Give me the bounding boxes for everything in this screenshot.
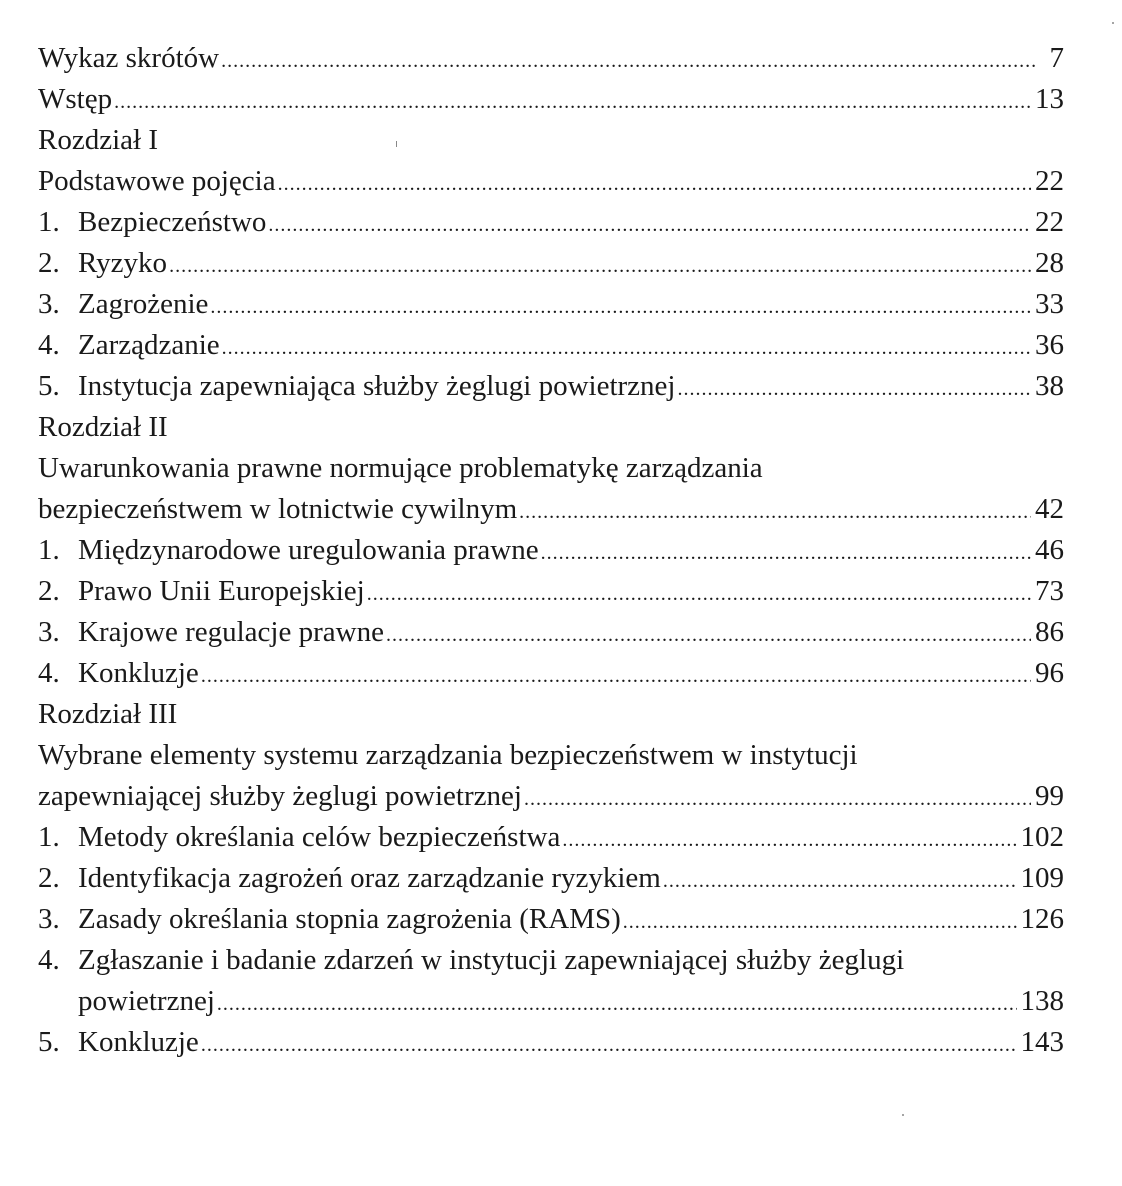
- toc-entry-first-line[interactable]: [38, 940, 1064, 981]
- dot-leader: [386, 615, 1031, 656]
- chapter-heading: [38, 407, 1064, 448]
- scan-speck: [396, 141, 397, 147]
- toc-entry-number: 4.: [38, 657, 60, 689]
- toc-entry-title: [38, 899, 621, 940]
- dot-leader: [524, 779, 1031, 820]
- toc-entry-number: 1.: [38, 206, 60, 238]
- toc-entry-number: 1.: [38, 821, 60, 853]
- toc-entry-label: Instytucja zapewniająca służby żeglugi powietrznej: [78, 370, 676, 402]
- toc-entry-number: 2.: [38, 862, 60, 894]
- toc-entry-page: 126: [1020, 903, 1064, 935]
- toc-entry-title: [38, 202, 266, 243]
- dot-leader: [217, 984, 1017, 1025]
- toc-entry-title: Wstęp: [38, 83, 113, 115]
- toc-entry-page: 86: [1035, 616, 1064, 648]
- toc-entry-label: Ryzyko: [78, 247, 168, 279]
- toc-entry-number: 4.: [38, 944, 60, 976]
- toc-entry-label: Prawo Unii Europejskiej: [78, 575, 365, 607]
- toc-entry-page: 73: [1035, 575, 1064, 607]
- toc-entry[interactable]: [38, 284, 1064, 325]
- toc-entry-label: Krajowe regulacje prawne: [78, 616, 384, 648]
- toc-entry[interactable]: [38, 612, 1064, 653]
- chapter-heading: [38, 120, 1064, 161]
- toc-entry-title: zapewniającej służby żeglugi powietrznej: [38, 780, 522, 812]
- toc-entry-page: 7: [1049, 42, 1064, 74]
- toc-entry-page: 102: [1020, 821, 1064, 853]
- toc-entry-number: 1.: [38, 534, 60, 566]
- dot-leader: [169, 246, 1031, 287]
- dot-leader: [201, 1025, 1017, 1066]
- toc-entry-number: 3.: [38, 903, 60, 935]
- toc-entry-title: [38, 944, 904, 976]
- toc-entry[interactable]: [38, 202, 1064, 243]
- toc-entry[interactable]: [38, 571, 1064, 612]
- dot-leader: [562, 820, 1016, 861]
- toc-entry-label: Zasady określania stopnia zagrożenia (RAMS): [78, 903, 621, 935]
- toc-entry-number: 2.: [38, 247, 60, 279]
- toc-entry-title: Podstawowe pojęcia: [38, 165, 276, 197]
- toc-entry[interactable]: [38, 858, 1064, 899]
- toc-entry-title: [38, 366, 675, 407]
- chapter-heading: [38, 694, 1064, 735]
- toc-entry-page: 33: [1035, 288, 1064, 320]
- toc-entry-page: 46: [1035, 534, 1064, 566]
- toc-entry[interactable]: [38, 653, 1064, 694]
- toc-entry-page: 22: [1035, 165, 1064, 197]
- toc-entry-title: [38, 653, 199, 694]
- toc-entry-title: bezpieczeństwem w lotnictwie cywilnym: [38, 493, 518, 525]
- toc-entry-number: 2.: [38, 575, 60, 607]
- toc-entry-page: 36: [1035, 329, 1064, 361]
- toc-entry-title: [38, 284, 208, 325]
- dot-leader: [268, 205, 1031, 246]
- toc-entry-title: [38, 817, 560, 858]
- dot-leader: [210, 287, 1031, 328]
- toc-entry-page: 22: [1035, 206, 1064, 238]
- toc-entry-label: Konkluzje: [78, 1026, 199, 1058]
- dot-leader: [663, 861, 1017, 902]
- toc-entry-title: [38, 325, 220, 366]
- toc-entry-title: [38, 1022, 199, 1063]
- scan-speck: [902, 1114, 904, 1116]
- scan-speck: [1112, 22, 1114, 24]
- toc-entry-continuation[interactable]: [38, 981, 1064, 1022]
- toc-entry[interactable]: [38, 817, 1064, 858]
- toc-entry[interactable]: [38, 489, 1064, 530]
- toc-entry[interactable]: [38, 38, 1064, 79]
- chapter-title-text: Wybrane elementy systemu zarządzania bezpieczeństwem w instytucji: [38, 739, 858, 771]
- dot-leader: [222, 328, 1031, 369]
- chapter-title-text: Uwarunkowania prawne normujące problematykę zarządzania: [38, 452, 763, 484]
- dot-leader: [677, 369, 1031, 410]
- toc-entry-title: [38, 858, 661, 899]
- dot-leader: [519, 492, 1031, 533]
- dot-leader: [367, 574, 1031, 615]
- toc-entry[interactable]: [38, 161, 1064, 202]
- dot-leader: [541, 533, 1031, 574]
- chapter-label: Rozdział III: [38, 698, 178, 730]
- toc-entry-label: Zagrożenie: [78, 288, 209, 320]
- toc-entry[interactable]: [38, 530, 1064, 571]
- toc-entry[interactable]: [38, 1022, 1064, 1063]
- toc-entry-title: Wykaz skrótów: [38, 42, 220, 74]
- toc-entry[interactable]: [38, 899, 1064, 940]
- dot-leader: [623, 902, 1017, 943]
- toc-entry[interactable]: [38, 325, 1064, 366]
- toc-entry-page: 143: [1020, 1026, 1064, 1058]
- toc-entry-page: 138: [1020, 985, 1064, 1017]
- toc-entry-number: 5.: [38, 370, 60, 402]
- toc-entry-page: 28: [1035, 247, 1064, 279]
- toc-entry-label: Metody określania celów bezpieczeństwa: [78, 821, 561, 853]
- dot-leader: [221, 41, 1038, 82]
- toc-entry-title: [38, 571, 365, 612]
- toc-entry-label: powietrznej: [78, 985, 215, 1017]
- dot-leader: [278, 164, 1031, 205]
- toc-entry[interactable]: [38, 366, 1064, 407]
- toc-entry-page: 99: [1035, 780, 1064, 812]
- toc-entry-page: 38: [1035, 370, 1064, 402]
- toc-entry-label: Zgłaszanie i badanie zdarzeń w instytucji zapewniającej służby żeglugi: [78, 944, 905, 976]
- chapter-label: Rozdział I: [38, 124, 158, 156]
- toc-entry-page: 42: [1035, 493, 1064, 525]
- toc-entry-title: [38, 243, 167, 284]
- chapter-title: [38, 735, 1064, 776]
- toc-entry-number: 5.: [38, 1026, 60, 1058]
- toc-entry-number: 4.: [38, 329, 60, 361]
- chapter-title: [38, 448, 1064, 489]
- toc-entry-title: [38, 530, 539, 571]
- chapter-label: Rozdział II: [38, 411, 168, 443]
- toc-entry-number: 3.: [38, 616, 60, 648]
- toc-entry-page: 13: [1035, 83, 1064, 115]
- toc-entry-page: 96: [1035, 657, 1064, 689]
- toc-entry[interactable]: [38, 243, 1064, 284]
- toc-entry[interactable]: [38, 776, 1064, 817]
- table-of-contents: [38, 38, 1064, 1063]
- toc-entry-label: Zarządzanie: [78, 329, 220, 361]
- dot-leader: [114, 82, 1031, 123]
- toc-entry-title: [38, 612, 384, 653]
- toc-entry[interactable]: [38, 79, 1064, 120]
- dot-leader: [201, 656, 1031, 697]
- toc-entry-label: Międzynarodowe uregulowania prawne: [78, 534, 539, 566]
- toc-entry-number: 3.: [38, 288, 60, 320]
- toc-entry-page: 109: [1020, 862, 1064, 894]
- toc-entry-label: Konkluzje: [78, 657, 199, 689]
- toc-entry-label: Bezpieczeństwo: [78, 206, 267, 238]
- toc-entry-label: Identyfikacja zagrożeń oraz zarządzanie ryzykiem: [78, 862, 661, 894]
